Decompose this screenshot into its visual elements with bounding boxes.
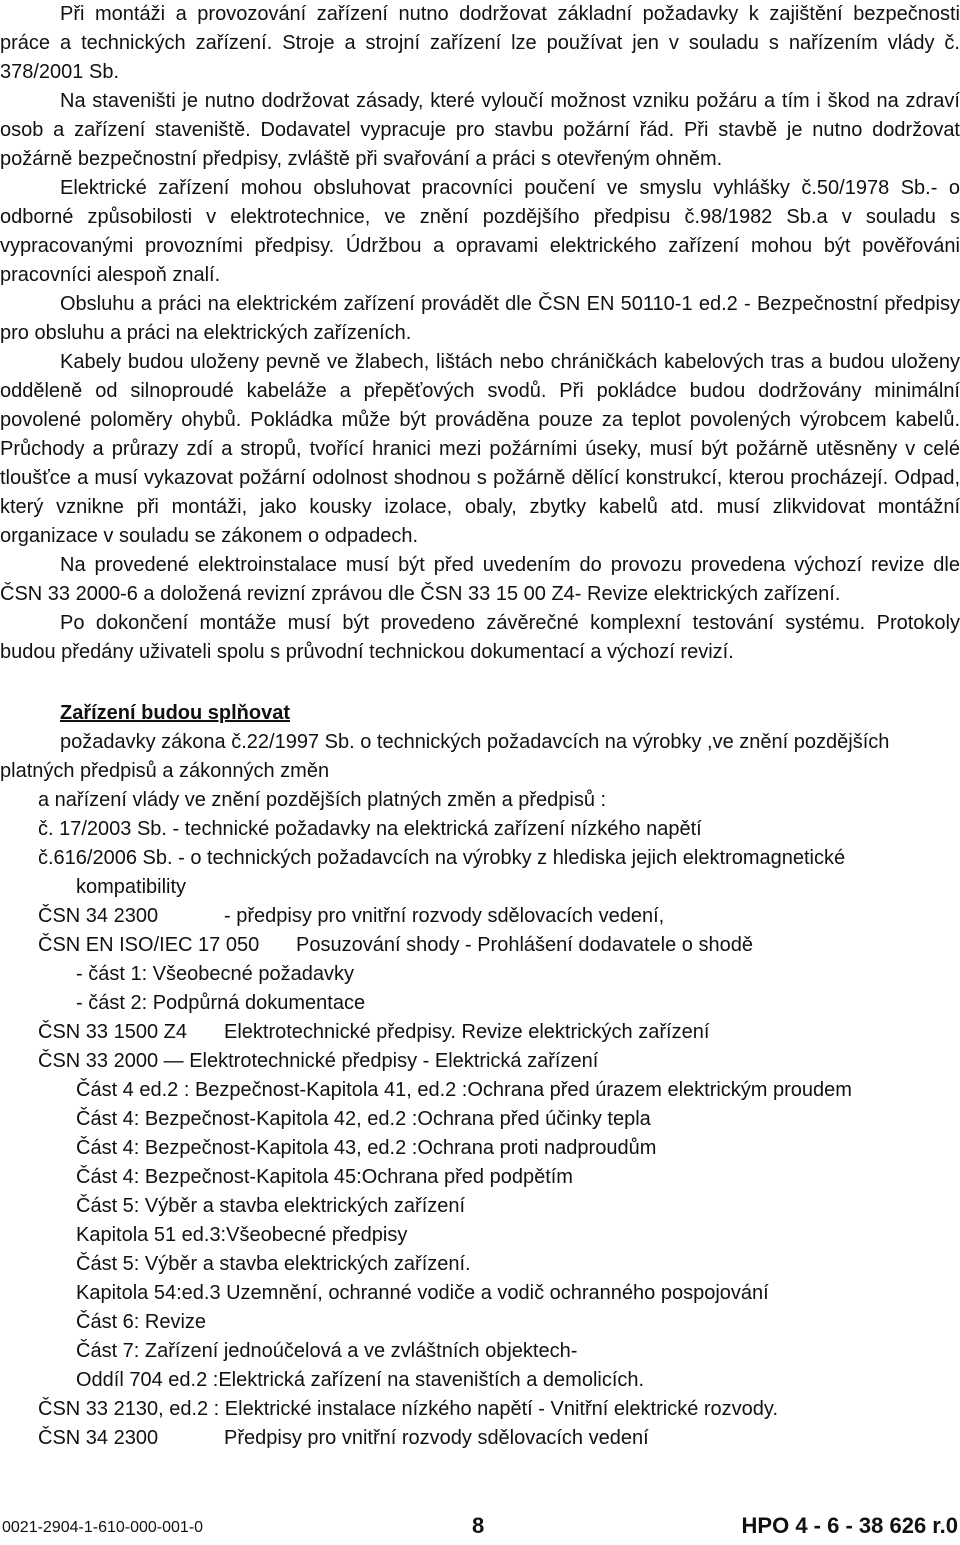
paragraph-testing: Po dokončení montáže musí být provedeno závěrečné komplexní testování systému. Protokoly budou předány uživateli spolu s průvodní technickou dokumentací a výchozí revizí. (0, 612, 960, 663)
requirements-intro: požadavky zákona č.22/1997 Sb. o technických požadavcích na výrobky ,ve znění pozdějších platných předpisů a zákonných změn (0, 731, 890, 782)
standard-code: ČSN 33 1500 Z4 (38, 1021, 187, 1043)
paragraph-qualification: Elektrické zařízení mohou obsluhovat pracovníci poučení ve smyslu vyhlášky č.50/1978 Sb.- o odborné způsobilosti v elektrotechnice, ve znění pozdějšího předpisu č.98/1982 Sb.a v souladu s vypracovanými provozními předpisy. Údržbou a opravami elektrického zařízení mohou být pověřováni pracovníci alespoň znalí. (0, 177, 960, 286)
paragraph-fire: Na staveništi je nutno dodržovat zásady, které vyloučí možnost vzniku požáru a tím i škod na zdraví osob a zařízení staveniště. Dodavatel vypracuje pro stavbu požární řád. Při stavbě je nutno dodržovat požárně bezpečnostní předpisy, zvláště při svařování a práci s otevřeným ohněm. (0, 90, 960, 170)
standard-part: Oddíl 704 ed.2 :Elektrická zařízení na staveništích a demolicích. (76, 1369, 645, 1391)
standard-code: ČSN 34 2300 (38, 1427, 159, 1449)
standard-csn-33-1500 (0, 1018, 960, 1047)
section-spacer (0, 667, 960, 699)
requirements-government-decree: a nařízení vlády ve znění pozdějších platných změn a předpisů : (38, 789, 607, 811)
standard-csn-34-2300 (0, 902, 960, 931)
standard-part: Kapitola 51 ed.3:Všeobecné předpisy (76, 1224, 408, 1246)
footer-document-code: 0021-2904-1-610-000-001-0 (2, 1519, 204, 1536)
paragraph-revision: Na provedené elektroinstalace musí být před uvedením do provozu provedena výchozí revize dle ČSN 33 2000-6 a doložená revizní zprávou dle ČSN 33 15 00 Z4- Revize elektrických zařízení. (0, 554, 960, 605)
standard-text: Posuzování shody - Prohlášení dodavatele o shodě (296, 934, 753, 956)
standard-csn-34-2300-b (0, 1424, 960, 1453)
standard-text: Předpisy pro vnitřní rozvody sdělovacích vedení (224, 1427, 649, 1449)
standard-csn-17050 (0, 931, 960, 960)
footer-document-reference: HPO 4 - 6 - 38 626 r.0 (741, 1513, 958, 1538)
standard-part: Část 4: Bezpečnost-Kapitola 45:Ochrana před podpětím (76, 1166, 573, 1188)
requirements-17-2003: č. 17/2003 Sb. - technické požadavky na elektrická zařízení nízkého napětí (38, 818, 702, 840)
requirements-616-2006-cont: kompatibility (76, 876, 187, 898)
standard-csn-33-2130: ČSN 33 2130, ed.2 : Elektrické instalace nízkého napětí - Vnitřní elektrické rozvody. (38, 1398, 778, 1420)
standard-part: Část 6: Revize (76, 1311, 207, 1333)
footer-page-number: 8 (472, 1513, 485, 1538)
standard-part: Kapitola 54:ed.3 Uzemnění, ochranné vodiče a vodič ochranného pospojování (76, 1282, 769, 1304)
standard-part: Část 4: Bezpečnost-Kapitola 43, ed.2 :Ochrana proti nadproudům (76, 1137, 657, 1159)
section-title: Zařízení budou splňovat (60, 702, 291, 724)
standard-part: Část 4 ed.2 : Bezpečnost-Kapitola 41, ed.2 :Ochrana před úrazem elektrickým proudem (76, 1079, 852, 1101)
standard-csn-33-2000: ČSN 33 2000 — Elektrotechnické předpisy - Elektrická zařízení (38, 1050, 599, 1072)
standard-code: ČSN 34 2300 (38, 905, 159, 927)
paragraph-cables: Kabely budou uloženy pevně ve žlabech, lištách nebo chráničkách kabelových tras a budou uloženy odděleně od silnoproudé kabeláže a přepěťových svodů. Při pokládce budou dodržovány minimální povolené poloměry ohybů. Pokládka může být prováděna pouze za teplot povolených výrobcem kabelů. Průchody a průrazy zdí a stropů, tvořící hranici mezi požárními úseky, musí být požárně utěsněny v celé tloušťce a musí vykazovat požární odolnost shodnou s požárně dělící konstrukcí, kterou procházejí. Odpad, který vznikne při montáži, jako kousky izolace, obaly, zbytky kabelů atd. musí zlikvidovat montážní organizace v souladu se zákonem o odpadech. (0, 351, 960, 547)
standard-part: Část 4: Bezpečnost-Kapitola 42, ed.2 :Ochrana před účinky tepla (76, 1108, 651, 1130)
standard-part: Část 5: Výběr a stavba elektrických zařízení (76, 1195, 466, 1217)
standard-17050-part1: - část 1: Všeobecné požadavky (76, 963, 354, 985)
standard-text: - předpisy pro vnitřní rozvody sdělovacích vedení, (224, 905, 665, 927)
paragraph-safety: Při montáži a provozování zařízení nutno dodržovat základní požadavky k zajištění bezpečnosti práce a technických zařízení. Stroje a strojní zařízení lze používat jen v souladu s nařízením vlády č. 378/2001 Sb. (0, 3, 960, 83)
page-footer (0, 1505, 960, 1545)
standard-part: Část 7: Zařízení jednoúčelová a ve zvláštních objektech- (76, 1340, 578, 1362)
standard-text: Elektrotechnické předpisy. Revize elektrických zařízení (224, 1021, 710, 1043)
standard-part: Část 5: Výběr a stavba elektrických zařízení. (76, 1253, 471, 1275)
requirements-616-2006: č.616/2006 Sb. - o technických požadavcích na výrobky z hlediska jejich elektromagnetické (38, 847, 846, 869)
standard-17050-part2: - část 2: Podpůrná dokumentace (76, 992, 366, 1014)
paragraph-operation: Obsluhu a práci na elektrickém zařízení provádět dle ČSN EN 50110-1 ed.2 - Bezpečnostní předpisy pro obsluhu a práci na elektrických zařízeních. (0, 293, 960, 344)
standard-code: ČSN EN ISO/IEC 17 050 (38, 934, 260, 956)
